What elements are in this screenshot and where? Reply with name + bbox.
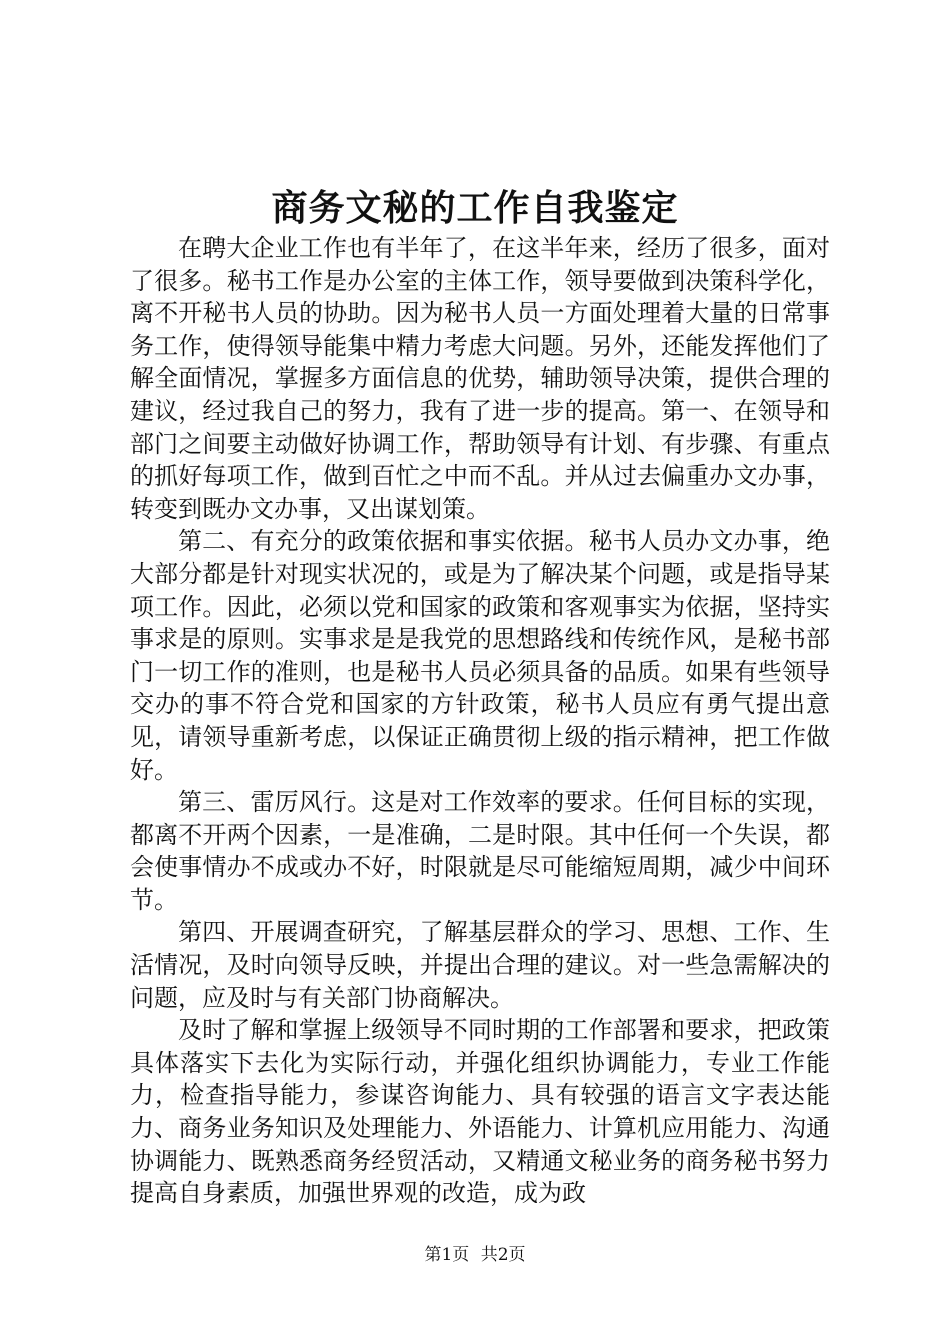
page-footer bbox=[0, 1243, 950, 1267]
page-total: 共2页 bbox=[480, 1245, 526, 1265]
paragraph: 第四、开展调查研究，了解基层群众的学习、思想、工作、生活情况，及时向领导反映，并提出合理的建议。对一些急需解决的问题，应及时与有关部门协商解决。 bbox=[130, 918, 830, 1012]
paragraph: 第三、雷厉风行。这是对工作效率的要求。任何目标的实现，都离不开两个因素，一是准确，二是时限。其中任何一个失误，都会使事情办不成或办不好，时限就是尽可能缩短周期，减少中间环节。 bbox=[130, 788, 830, 914]
document-body bbox=[130, 232, 830, 1210]
paragraph: 第二、有充分的政策依据和事实依据。秘书人员办文办事，绝大部分都是针对现实状况的，或是为了解决某个问题，或是指导某项工作。因此，必须以党和国家的政策和客观事实为依据，坚持实事求是的原则。实事求是是我党的思想路线和传统作风，是秘书部门一切工作的准则，也是秘书人员必须具备的品质。如果有些领导交办的事不符合党和国家的方针政策，秘书人员应有勇气提出意见，请领导重新考虑，以保证正确贯彻上级的指示精神，把工作做好。 bbox=[130, 527, 830, 784]
document-title: 商务文秘的工作自我鉴定 bbox=[271, 187, 679, 229]
paragraph: 在聘大企业工作也有半年了，在这半年来，经历了很多，面对了很多。秘书工作是办公室的主体工作，领导要做到决策科学化，离不开秘书人员的协助。因为秘书人员一方面处理着大量的日常事务工作，使得领导能集中精力考虑大问题。另外，还能发挥他们了解全面情况，掌握多方面信息的优势，辅助领导决策，提供合理的建议，经过我自己的努力，我有了进一步的提高。第一、在领导和部门之间要主动做好协调工作，帮助领导有计划、有步骤、有重点的抓好每项工作，做到百忙之中而不乱。并从过去偏重办文办事，转变到既办文办事，又出谋划策。 bbox=[130, 234, 830, 523]
paragraph: 及时了解和掌握上级领导不同时期的工作部署和要求，把政策具体落实下去化为实际行动，并强化组织协调能力，专业工作能力，检查指导能力，参谋咨询能力、具有较强的语言文字表达能力、商务业务知识及处理能力、外语能力、计算机应用能力、沟通协调能力、既熟悉商务经贸活动，又精通文秘业务的商务秘书努力提高自身素质，加强世界观的改造，成为政 bbox=[130, 1016, 830, 1208]
page-number: 第1页 bbox=[424, 1245, 470, 1265]
